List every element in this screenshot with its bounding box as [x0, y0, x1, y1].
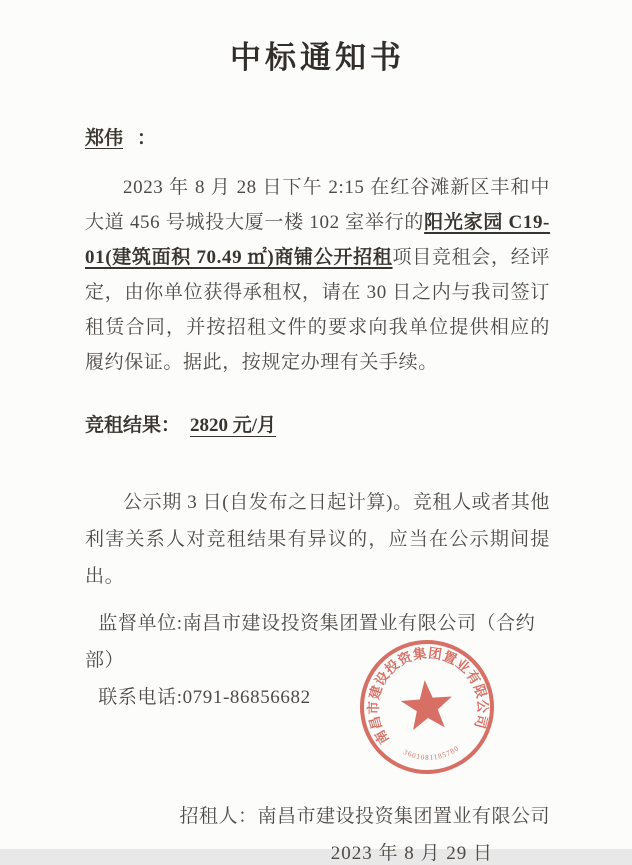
lessor-name: 南昌市建设投资集团置业有限公司 [257, 806, 550, 827]
recipient-colon: ： [137, 128, 157, 149]
phone-line: 联系电话:0791-86856682 [98, 687, 311, 708]
recipient-line [85, 128, 550, 150]
seal-company-text: 南昌市建设投资集团置业有限公司 [366, 645, 491, 747]
page-title: 中标通知书 [230, 40, 405, 75]
signature-block [85, 806, 550, 865]
signature-date: 2023 年 8 月 29 日 [330, 843, 493, 864]
body-highlight-project: 阳光家园 C19-01(建筑面积 70.49 ㎡)商铺公开招租 [85, 212, 550, 268]
body-paragraph [85, 170, 550, 380]
bid-result-line [85, 414, 550, 438]
recipient-name: 郑伟 [85, 128, 124, 149]
body-text-part1: 2023 年 8 月 28 日下午 2:15 在红谷滩新区丰和中大道 456 号城投大厦一楼 102 室举行的 [85, 177, 550, 233]
public-notice-paragraph: 公示期 3 日(自发布之日起计算)。竞租人或者其他利害关系人对竞租结果有异议的，应当在公示期间提出。 [85, 492, 550, 587]
lessor-label: 招租人： [179, 806, 258, 827]
bid-result-value: 2820 元/月 [190, 415, 277, 436]
bid-result-label: 竞租结果： [85, 415, 181, 436]
seal-code-text: 3601081185780 [402, 743, 462, 762]
supervisor-line: 监督单位:南昌市建设投资集团置业有限公司（合约部） [85, 613, 536, 671]
seal-star-icon [399, 678, 454, 731]
body-text-part2: 项目竞租会，经评定，由你单位获得承租权，请在 30 日之内与我司签订租赁合同，并按招租文件的要求向我单位提供相应的履约保证。据此，按规定办理有关手续。 [85, 247, 550, 373]
company-seal-stamp [351, 631, 503, 783]
lessor-line [85, 806, 550, 828]
